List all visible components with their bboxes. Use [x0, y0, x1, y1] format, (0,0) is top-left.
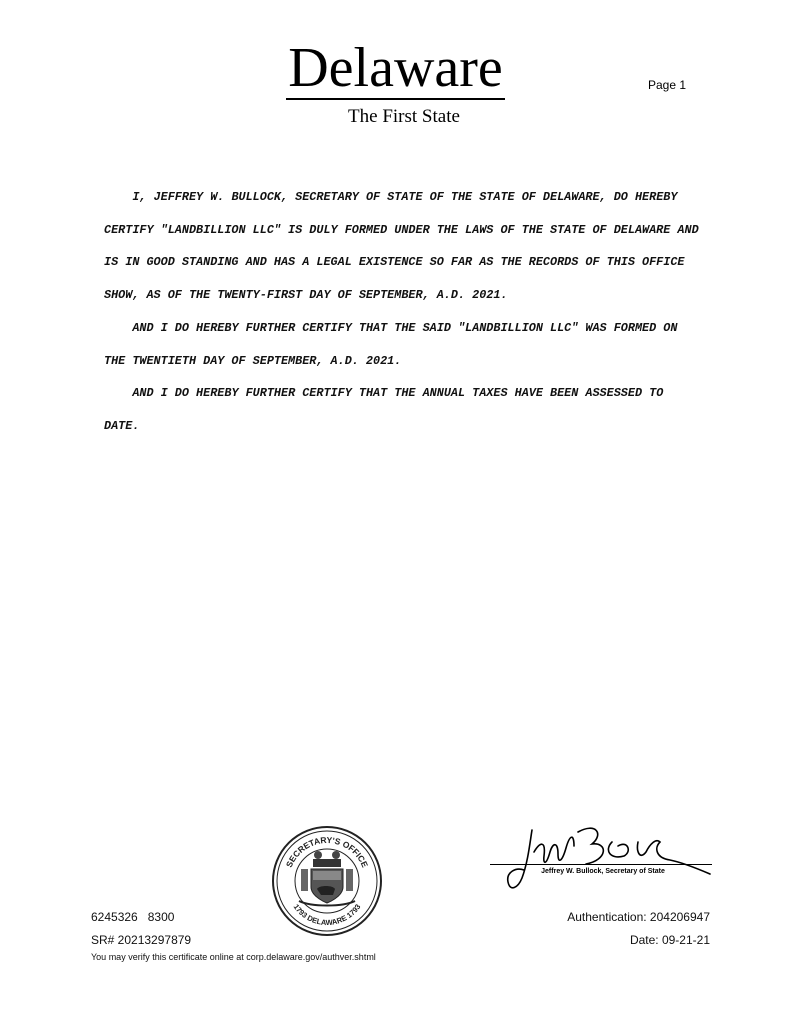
verify-text: You may verify this certificate online at corp.delaware.gov/authver.shtml: [91, 952, 376, 962]
page-number: Page 1: [648, 78, 687, 92]
sr-number: SR# 20213297879: [91, 933, 192, 947]
signature-line: [490, 864, 712, 865]
certificate-body: [104, 181, 704, 443]
state-title-text: Delaware: [288, 37, 503, 99]
signature-caption: Jeffrey W. Bullock, Secretary of State: [541, 868, 665, 875]
certificate-date: Date: 09-21-21: [629, 933, 710, 947]
signature-icon: [500, 812, 715, 904]
filing-code: 8300: [147, 910, 175, 924]
seal-top-text: SECRETARY'S OFFICE: [283, 834, 371, 869]
certificate-paragraph-2: AND I DO HEREBY FURTHER CERTIFY THAT THE SAID "LANDBILLION LLC" WAS FORMED ON THE TWENTIETH DAY OF SEPTEMBER, A.D. 2021.: [104, 320, 685, 368]
seal-bottom-text: 1793 DELAWARE 1793: [291, 902, 363, 928]
file-number: 6245326: [91, 910, 138, 924]
certificate-paragraph-3: AND I DO HEREBY FURTHER CERTIFY THAT THE ANNUAL TAXES HAVE BEEN ASSESSED TO DATE.: [104, 386, 671, 433]
state-subtitle: The First State: [348, 106, 460, 127]
state-seal-icon: [271, 825, 383, 937]
certificate-paragraph-1: I, JEFFREY W. BULLOCK, SECRETARY OF STATE OF THE STATE OF DELAWARE, DO HEREBY CERTIFY "LANDBILLION LLC" IS DULY FORMED UNDER THE LAWS OF THE STATE OF DELAWARE AND IS IN GOOD STANDING AND HAS A LEGAL EXISTENCE SO FAR AS THE RECORDS OF THIS OFFICE SHOW, AS OF THE TWENTY-FIRST DAY OF SEPTEMBER, A.D. 2021.: [104, 190, 706, 303]
authentication-number: Authentication: 204206947: [567, 910, 710, 924]
file-number-line: [91, 910, 174, 924]
